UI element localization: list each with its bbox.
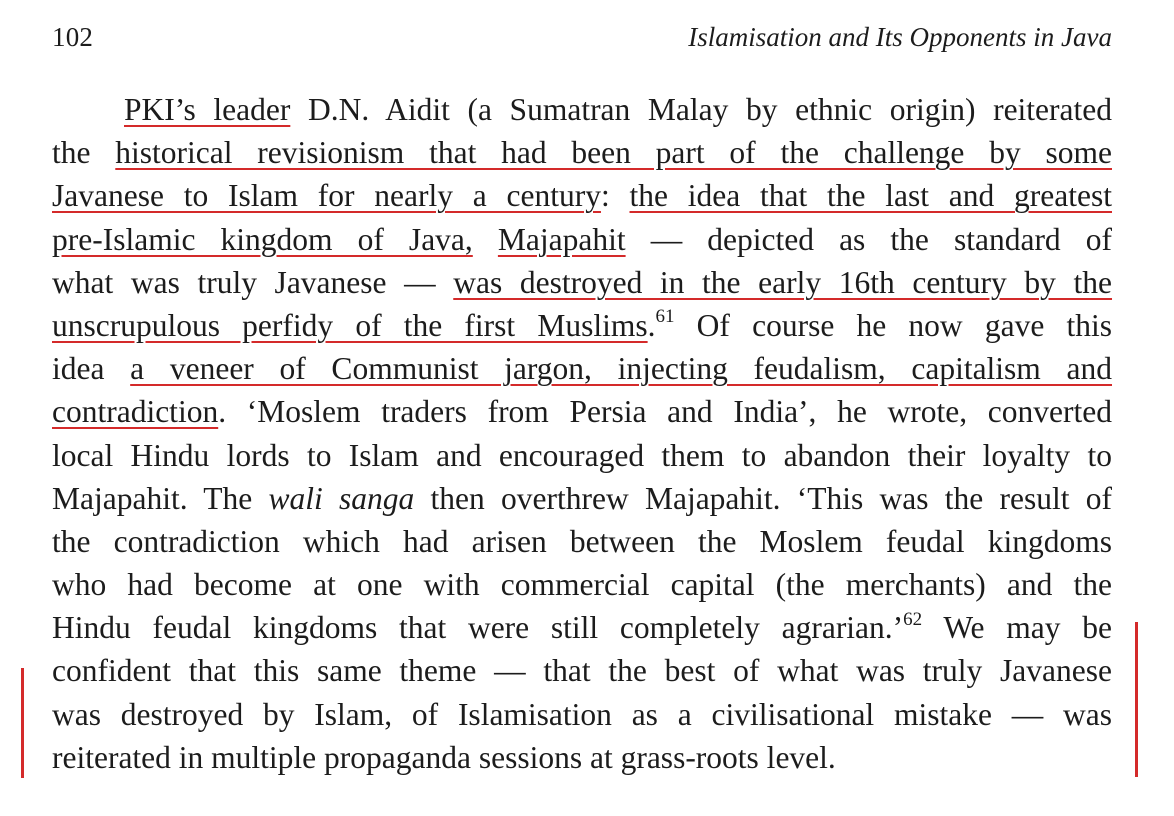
text-run: idea xyxy=(52,351,131,387)
text-run: Of course he now gave this xyxy=(674,307,1113,343)
text-line: was destroyed by Islam, of Islamisation as a civilisational mistake — was xyxy=(52,696,1112,732)
footnote-marker: 61 xyxy=(655,306,675,328)
highlight-underline: Majapahit xyxy=(497,221,626,257)
margin-bar-right xyxy=(1135,622,1138,777)
italic-term: wali sanga xyxy=(268,480,415,516)
text-line xyxy=(52,477,1112,520)
text-run: what was truly Javanese — xyxy=(52,264,454,300)
margin-bar-left xyxy=(21,668,24,778)
text-run: the xyxy=(52,135,116,171)
highlight-underline: was destroyed in the early 16th century by the xyxy=(453,264,1113,300)
text-line xyxy=(52,347,1112,390)
text-line xyxy=(52,304,1112,347)
highlight-underline: PKI’s leader xyxy=(124,92,291,127)
page-number: 102 xyxy=(52,22,94,52)
text-line xyxy=(52,174,1112,217)
text-line xyxy=(52,218,1112,261)
highlight-underline: a veneer of Communist jargon, injecting feudalism, capitalism and xyxy=(130,351,1112,387)
text-line xyxy=(52,606,1112,649)
text-line: the contradiction which had arisen between the Moslem feudal kingdoms xyxy=(52,523,1112,559)
text-line xyxy=(52,131,1112,174)
text-run: then overthrew Majapahit. ‘This was the result of xyxy=(414,480,1112,516)
highlight-underline: pre-Islamic kingdom of Java, xyxy=(52,221,473,257)
text-line: confident that this same theme — that the best of what was truly Javanese xyxy=(52,653,1112,689)
text-run: D.N. Aidit (a Sumatran Malay by ethnic origin) reiterated xyxy=(290,92,1112,127)
highlight-underline: unscrupulous perfidy of the first Muslims xyxy=(52,307,648,343)
text-run: . xyxy=(647,307,656,343)
body-paragraph xyxy=(52,88,1112,779)
text-run xyxy=(473,222,498,257)
highlight-underline: the idea that the last and greatest xyxy=(629,178,1112,214)
text-line: who had become at one with commercial capital (the merchants) and the xyxy=(52,567,1112,603)
text-run: Hindu feudal kingdoms that were still completely agrarian.’ xyxy=(52,610,904,646)
text-run: We may be xyxy=(922,610,1112,646)
text-run: : xyxy=(600,178,630,214)
text-line xyxy=(52,261,1112,304)
text-run: . ‘Moslem traders from Persia and India’, he wrote, converted xyxy=(218,394,1112,430)
running-head: Islamisation and Its Opponents in Java xyxy=(688,22,1112,52)
highlight-underline: contradiction xyxy=(52,394,219,430)
text-run: Majapahit. The xyxy=(52,480,269,516)
text-line: reiterated in multiple propaganda sessions at grass-roots level. xyxy=(52,739,836,775)
highlight-underline: Javanese to Islam for nearly a century xyxy=(52,178,601,214)
text-line: local Hindu lords to Islam and encouraged them to abandon their loyalty to xyxy=(52,437,1112,473)
text-line xyxy=(52,88,1112,131)
highlight-underline: historical revisionism that had been part of the challenge by some xyxy=(115,135,1112,171)
text-line xyxy=(52,390,1112,433)
footnote-marker: 62 xyxy=(903,608,923,630)
text-run: — depicted as the standard of xyxy=(625,221,1113,257)
